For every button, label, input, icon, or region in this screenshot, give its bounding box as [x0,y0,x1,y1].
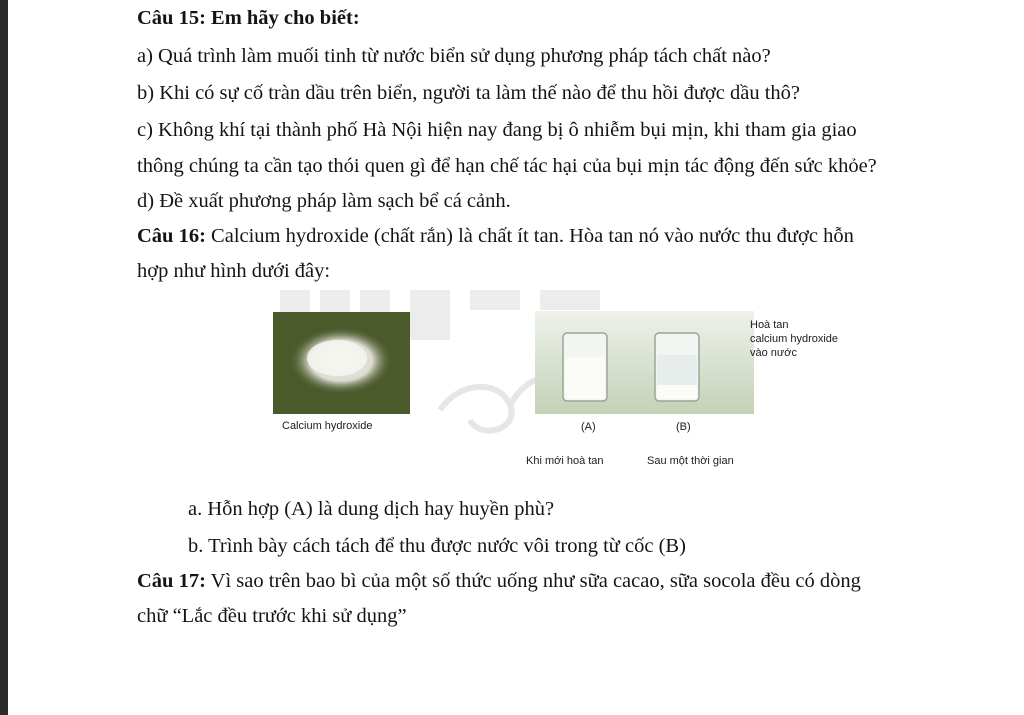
calcium-hydroxide-powder-photo [273,312,410,414]
q15-d: d) Đề xuất phương pháp làm sạch bể cá cảnh. [137,190,511,212]
q16-a: a. Hỗn hợp (A) là dung dịch hay huyền phù? [188,498,555,520]
q16-line1: Câu 16: Calcium hydroxide (chất rắn) là chất ít tan. Hòa tan nó vào nước thu được hỗn [137,225,854,247]
q15-title: Câu 15: Em hãy cho biết: [137,7,360,29]
q15-c-line2: thông chúng ta cần tạo thói quen gì để hạn chế tác hại của bụi mịn tác động đến sức khỏe? [137,155,877,177]
caption-a: Khi mới hoà tan [526,455,604,467]
caption-b: Sau một thời gian [647,455,734,467]
beakers-photo [535,311,754,414]
q17-line1: Câu 17: Vì sao trên bao bì của một số thức uống như sữa cacao, sữa socola đều có dòng [137,570,861,592]
q16-line2: hợp như hình dưới đây: [137,260,331,282]
annotation-line3: vào nước [750,347,797,359]
q15-c-line1: c) Không khí tại thành phố Hà Nội hiện nay đang bị ô nhiễm bụi mịn, khi tham gia giao [137,119,857,141]
q16-b: b. Trình bày cách tách để thu được nước vôi trong từ cốc (B) [188,535,686,557]
beaker-a-icon [563,333,607,401]
q15-a: a) Quá trình làm muối tinh từ nước biển sử dụng phương pháp tách chất nào? [137,45,771,67]
annotation-line2: calcium hydroxide [750,333,839,345]
document-page [8,0,1024,715]
label-b: (B) [676,421,691,433]
powder-caption: Calcium hydroxide [282,420,373,432]
q15-b: b) Khi có sự cố tràn dầu trên biển, người ta làm thế nào để thu hồi được dầu thô? [137,82,801,104]
annotation-line1: Hoà tan [750,319,789,331]
label-a: (A) [581,421,596,433]
beaker-b-icon [655,333,699,401]
q17-line2: chữ “Lắc đều trước khi sử dụng” [137,605,407,627]
